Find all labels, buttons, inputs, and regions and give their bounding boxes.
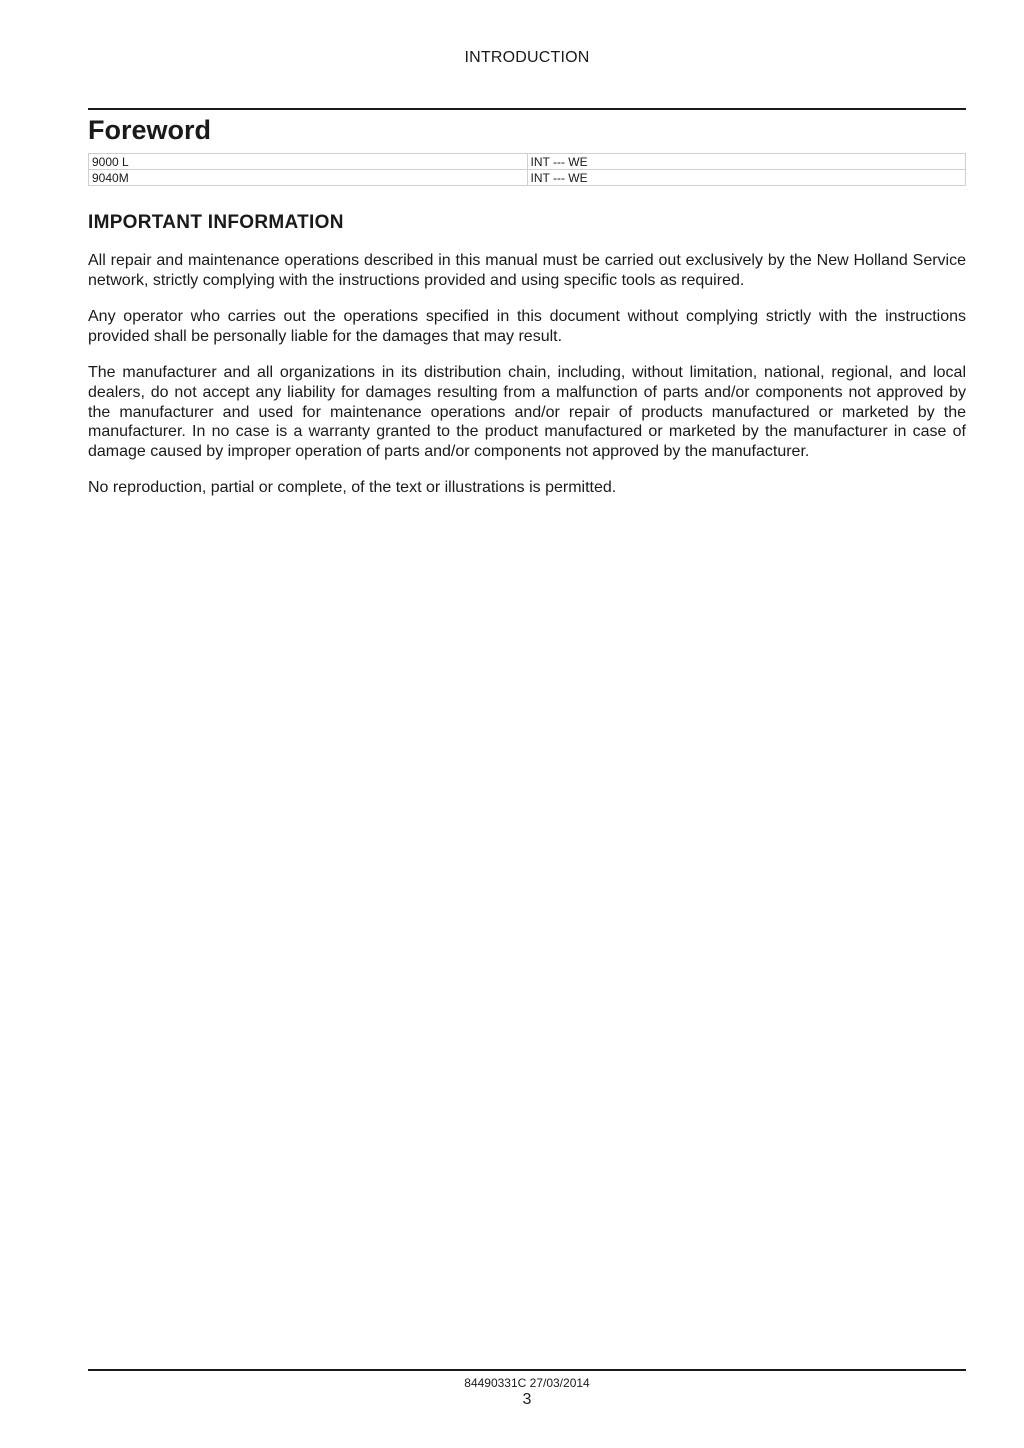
page-title: Foreword <box>88 115 212 145</box>
market-cell: INT --- WE <box>527 154 966 170</box>
header-divider <box>88 108 966 110</box>
footer-divider <box>88 1369 966 1371</box>
market-cell: INT --- WE <box>527 170 966 186</box>
section-heading: IMPORTANT INFORMATION <box>88 212 344 233</box>
document-reference: 84490331C 27/03/2014 <box>464 1376 590 1390</box>
model-cell: 9040M <box>89 170 528 186</box>
table-row <box>89 170 966 186</box>
model-cell: 9000 L <box>89 154 528 170</box>
paragraph: No reproduction, partial or complete, of the text or illustrations is permitted. <box>88 479 617 497</box>
running-header: INTRODUCTION <box>464 49 590 66</box>
section-body <box>88 251 966 515</box>
paragraph: Any operator who carries out the operations specified in this document without complying strictly with the instructions provided shall be personally liable for the damages that may result. <box>88 308 966 345</box>
table-row <box>89 154 966 170</box>
paragraph: All repair and maintenance operations described in this manual must be carried out exclusively by the New Holland Service network, strictly complying with the instructions provided and using specific tools as required. <box>88 252 966 289</box>
paragraph: The manufacturer and all organizations in its distribution chain, including, without limitation, national, regional, and local dealers, do not accept any liability for damages resulting from a malfunction of parts and/or components not approved by the manufacturer and used for maintenance operations and/or repair of products manufactured or marketed by the manufacturer. In no case is a warranty granted to the product manufactured or marketed by the manufacturer in case of damage caused by improper operation of parts and/or components not approved by the manufacturer. <box>88 364 966 460</box>
applicability-table <box>88 153 966 186</box>
page-number: 3 <box>522 1391 532 1408</box>
